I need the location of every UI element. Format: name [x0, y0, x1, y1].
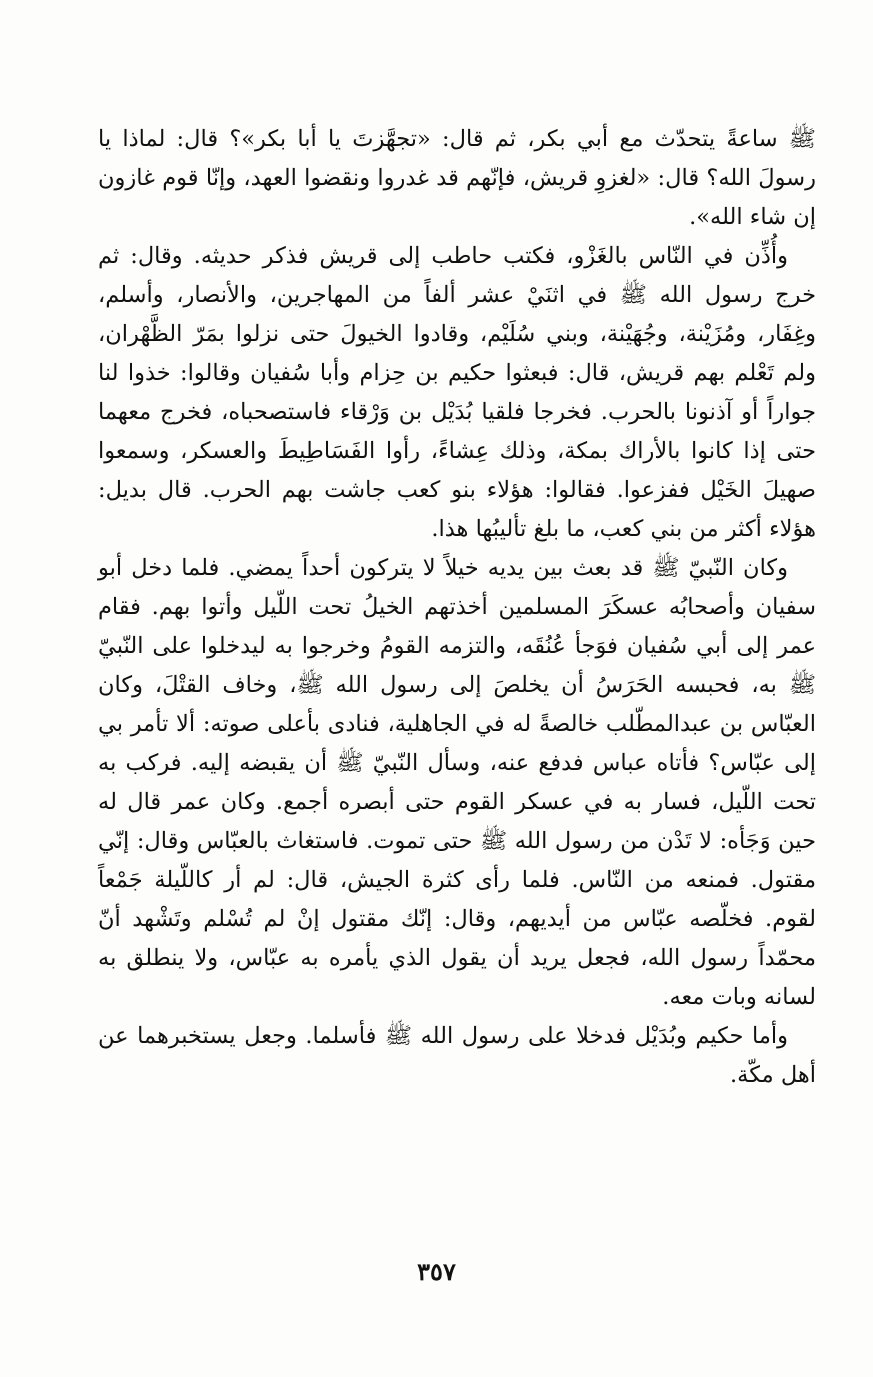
paragraph-2: وأُذِّن في النّاس بالغَزْو، فكتب حاطب إلى قريش فذكر حديثه. وقال: ثم خرج رسول الله ﷺ في اثنَيْ عشر ألفاً من المهاجرين، والأنصار، وأسلم، وغِفَار، ومُزَيْنة، وجُهَيْنة، وبني سُلَيْم، وقادوا الخيولَ حتى نزلوا بمَرّ الظَّهْران، ولم تَعْلم بهم قريش، قال: فبعثوا حكيم بن حِزام وأبا سُفيان وقالوا: خذوا لنا جواراً أو آذنونا بالحرب. فخرجا فلقيا بُدَيْل بن وَرْقاء فاستصحباه، فخرج معهما حتى إذا كانوا بالأراك بمكة، وذلك عِشاءً، رأوا الفَسَاطِيطَ والعسكر، وسمعوا صهيلَ الخَيْل ففزعوا. فقالوا: هؤلاء بنو كعب جاشت بهم الحرب. قال بديل: هؤلاء أكثر من بني كعب، ما بلغ تأليبُها هذا.: [98, 243, 816, 542]
paragraph-4: وأما حكيم وبُدَيْل فدخلا على رسول الله ﷺ فأسلما. وجعل يستخبرهما عن أهل مكّة.: [98, 1023, 816, 1088]
paragraph-1: ﷺ ساعةً يتحدّث مع أبي بكر، ثم قال: «تجهَّزتَ يا أبا بكر»؟ قال: لماذا يا رسولَ الله؟ قال: «لغزوِ قريش، فإنّهم قد غدروا ونقضوا العهد، وإنّا قوم غازون إن شاء الله».: [98, 126, 816, 230]
page-number: ٣٥٧: [417, 1257, 456, 1286]
paragraph-3: وكان النّبيّ ﷺ قد بعث بين يديه خيلاً لا يتركون أحداً يمضي. فلما دخل أبو سفيان وأصحابُه عسكَرَ المسلمين أخذتهم الخيلُ تحت اللّيل وأتوا بهم. فقام عمر إلى أبي سُفيان فوَجأ عُنُقَه، والتزمه القومُ وخرجوا به ليدخلوا على النّبيّ ﷺ به، فحبسه الحَرَسُ أن يخلصَ إلى رسول الله ﷺ، وخاف القتْلَ، وكان العبّاس بن عبدالمطّلب خالصةً له في الجاهلية، فنادى بأعلى صوته: ألا تأمر بي إلى عبّاس؟ فأتاه عباس فدفع عنه، وسأل النّبيّ ﷺ أن يقبضه إليه. فركب به تحت اللّيل، فسار به في عسكر القوم حتى أبصره أجمع. وكان عمر قال له حين وَجَأه: لا تَدْن من رسول الله ﷺ حتى تموت. فاستغاث بالعبّاس وقال: إنّي مقتول. فمنعه من النّاس. فلما رأى كثرة الجيش، قال: لم أر كاللّيلة جَمْعاً لقوم. فخلّصه عبّاس من أيديهم، وقال: إنّك مقتول إنْ لم تُسْلم وتَشْهد أنّ محمّداً رسول الله، فجعل يريد أن يقول الذي يأمره به عبّاس، ولا ينطلق به لسانه وبات معه.: [98, 555, 816, 1010]
body-text: [98, 120, 816, 1095]
